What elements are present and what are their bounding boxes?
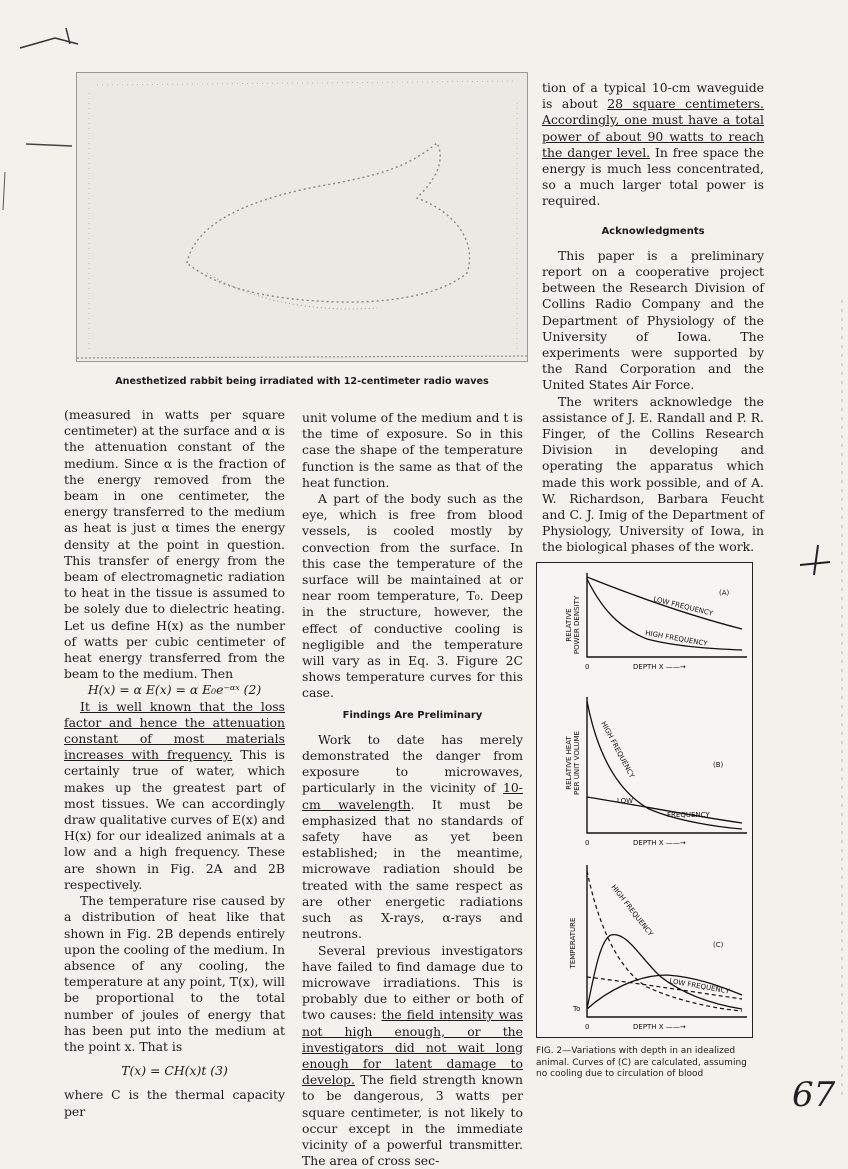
column-1 bbox=[64, 407, 285, 1120]
panel-b-frequency-label: FREQUENCY bbox=[667, 811, 710, 819]
panel-c-low-label: LOW FREQUENCY bbox=[669, 977, 731, 996]
panel-a-zero: 0 bbox=[585, 663, 589, 671]
panel-b-xlabel: DEPTH X ——→ bbox=[633, 839, 686, 847]
panel-b-ylabel-2: PER UNIT VOLUME bbox=[573, 731, 581, 795]
panel-c-zero: 0 bbox=[585, 1023, 589, 1031]
panel-b-low-label: LOW bbox=[617, 797, 633, 805]
equation-3: T(x) = CH(x)t (3) bbox=[64, 1063, 285, 1079]
acknowledgments-heading: Acknowledgments bbox=[542, 224, 764, 240]
col2-paragraph-3 bbox=[302, 732, 523, 943]
panel-b-ylabel-1: RELATIVE HEAT bbox=[565, 735, 573, 789]
col3-paragraph-3: The writers acknowledge the assistance of J. E. Randall and P. R. Finger, of the Collins Research Division in developing and operating the apparatus which made this work possible, and of A. W. Richardson, Barbara Feucht and C. J. Imig of the Department of Physiology, University of Iowa, in the biological phases of the work. bbox=[542, 394, 764, 556]
col3-p1-underlined-2: Accordingly, one must have a total power of about 90 watts to reach the danger level. bbox=[542, 112, 764, 159]
col2-p4-end: The field strength known to be dangerous, 3 watts per square centimeter, is not likely to occur except in the immediate vicinity of a powerful transmitter. The area of cross sec- bbox=[302, 1072, 523, 1168]
panel-b bbox=[537, 693, 751, 853]
panel-a-high-label: HIGH FREQUENCY bbox=[645, 629, 709, 648]
panel-c-t0-label: To bbox=[572, 1005, 580, 1013]
col1-paragraph-2 bbox=[64, 699, 285, 893]
panel-a-ylabel-2: POWER DENSITY bbox=[573, 595, 581, 654]
photo-caption: Anesthetized rabbit being irradiated with 12-centimeter radio waves bbox=[76, 376, 528, 387]
col1-paragraph-4: where C is the thermal capacity per bbox=[64, 1087, 285, 1119]
col2-p4-start: Several previous investigators have failed to find damage due to microwave irradiations. This is probably due to either or both of two causes: bbox=[302, 943, 523, 1023]
col2-paragraph-1: unit volume of the medium and t is the time of exposure. So in this case the shape of the temperature function is the same as that of the heat function. bbox=[302, 410, 523, 491]
col3-paragraph-1 bbox=[542, 80, 764, 210]
figure-caption: FIG. 2—Variations with depth in an idealized animal. Curves of (C) are calculated, assuming no cooling due to circulation of blood bbox=[536, 1046, 753, 1081]
col2-p3-end: . It must be emphasized that no standards of safety have as yet been established; in the meantime, microwave radiation should be treated with the same respect as are other energetic radiations such as X-rays, α-rays and neutrons. bbox=[302, 797, 523, 942]
col3-p1-underlined-1: 28 square centimeters. bbox=[607, 96, 764, 111]
col2-p4-underlined: the field intensity was not high enough, or the investigators did not wait long enough for latent damage to develop. bbox=[302, 1007, 523, 1087]
panel-a-low-label: LOW FREQUENCY bbox=[653, 595, 715, 618]
panel-c-ylabel: TEMPERATURE bbox=[569, 918, 577, 970]
panel-a-tag: (A) bbox=[719, 589, 730, 597]
col3-paragraph-2: This paper is a preliminary report on a cooperative project between the Research Division of Collins Radio Company and the Department of Physiology of the University of Iowa. The experiments were supported by the Rand Corporation and the United States Air Force. bbox=[542, 248, 764, 394]
rabbit-photo-image bbox=[77, 73, 528, 362]
col1-paragraph-3: The temperature rise caused by a distribution of heat like that shown in Fig. 2B depends entirely upon the cooling of the medium. In absence of any cooling, the temperature at any point, T(x), will be proportional to the total number of joules of energy that has been put into the medium at the point x. That is bbox=[64, 893, 285, 1055]
panel-a bbox=[537, 567, 751, 685]
panel-b-high-label: HIGH FREQUENCY bbox=[599, 720, 636, 780]
col2-paragraph-4 bbox=[302, 943, 523, 1169]
findings-heading: Findings Are Preliminary bbox=[302, 708, 523, 724]
panel-b-zero: 0 bbox=[585, 839, 589, 847]
col1-underlined-text: It is well known that the loss factor and hence the attenuation constant of most materials increases with frequency. bbox=[64, 699, 285, 763]
col1-paragraph-2-rest: This is certainly true of water, which makes up the greatest part of most tissues. We can accordingly draw qualitative curves of E(x) and H(x) for our idealized animals at a low and a high frequency. These are shown in Fig. 2A and 2B respectively. bbox=[64, 747, 285, 892]
panel-c-xlabel: DEPTH X ——→ bbox=[633, 1023, 686, 1031]
col1-paragraph-1: (measured in watts per square centimeter) at the surface and α is the attenuation constant of the medium. Since α is the fraction of the energy removed from the beam in one centimeter, the energy transferred to the medium as heat is just α times the energy density at the point in question. This transfer of energy from the beam of electromagnetic radiation to heat in the tissue is assumed to be solely due to dielectric heating. Let us define H(x) as the number of watts per cubic centimeter of heat energy transferred from the beam to the medium. Then bbox=[64, 407, 285, 682]
col3-p1-start: tion of a typical 10-cm waveguide is about bbox=[542, 80, 764, 111]
panel-b-low-frequency-curve bbox=[587, 797, 742, 823]
col2-p3-start: Work to date has merely demonstrated the danger from exposure to microwaves, particularly in the vicinity of bbox=[302, 732, 523, 796]
panel-c-high-label: HIGH FREQUENCY bbox=[609, 883, 654, 938]
column-3 bbox=[542, 80, 764, 556]
panel-a-ylabel-1: RELATIVE bbox=[565, 608, 573, 641]
panel-b-tag: (B) bbox=[713, 761, 724, 769]
page-number: 67 bbox=[792, 1075, 835, 1115]
col3-p1-end: In free space the energy is much less concentrated, so a much larger total power is required. bbox=[542, 145, 764, 209]
figure-2 bbox=[536, 562, 753, 1038]
col2-p3-underlined: 10-cm wavelength bbox=[302, 780, 523, 811]
panel-c bbox=[537, 859, 751, 1035]
panel-c-tag: (C) bbox=[713, 941, 724, 949]
rabbit-photo bbox=[76, 72, 528, 362]
col2-paragraph-2: A part of the body such as the eye, which is free from blood vessels, is cooled mostly by convection from the surface. In this case the temperature of the surface will be maintained at or near room temperature, T₀. Deep in the structure, however, the effect of conductive cooling is negligible and the temperature will vary as in Eq. 3. Figure 2C shows temperature curves for this case. bbox=[302, 491, 523, 702]
panel-a-xlabel: DEPTH X ——→ bbox=[633, 663, 686, 671]
equation-2: H(x) = α E(x) = α E₀e⁻ᵅˣ (2) bbox=[64, 682, 285, 698]
column-2 bbox=[302, 410, 523, 1169]
